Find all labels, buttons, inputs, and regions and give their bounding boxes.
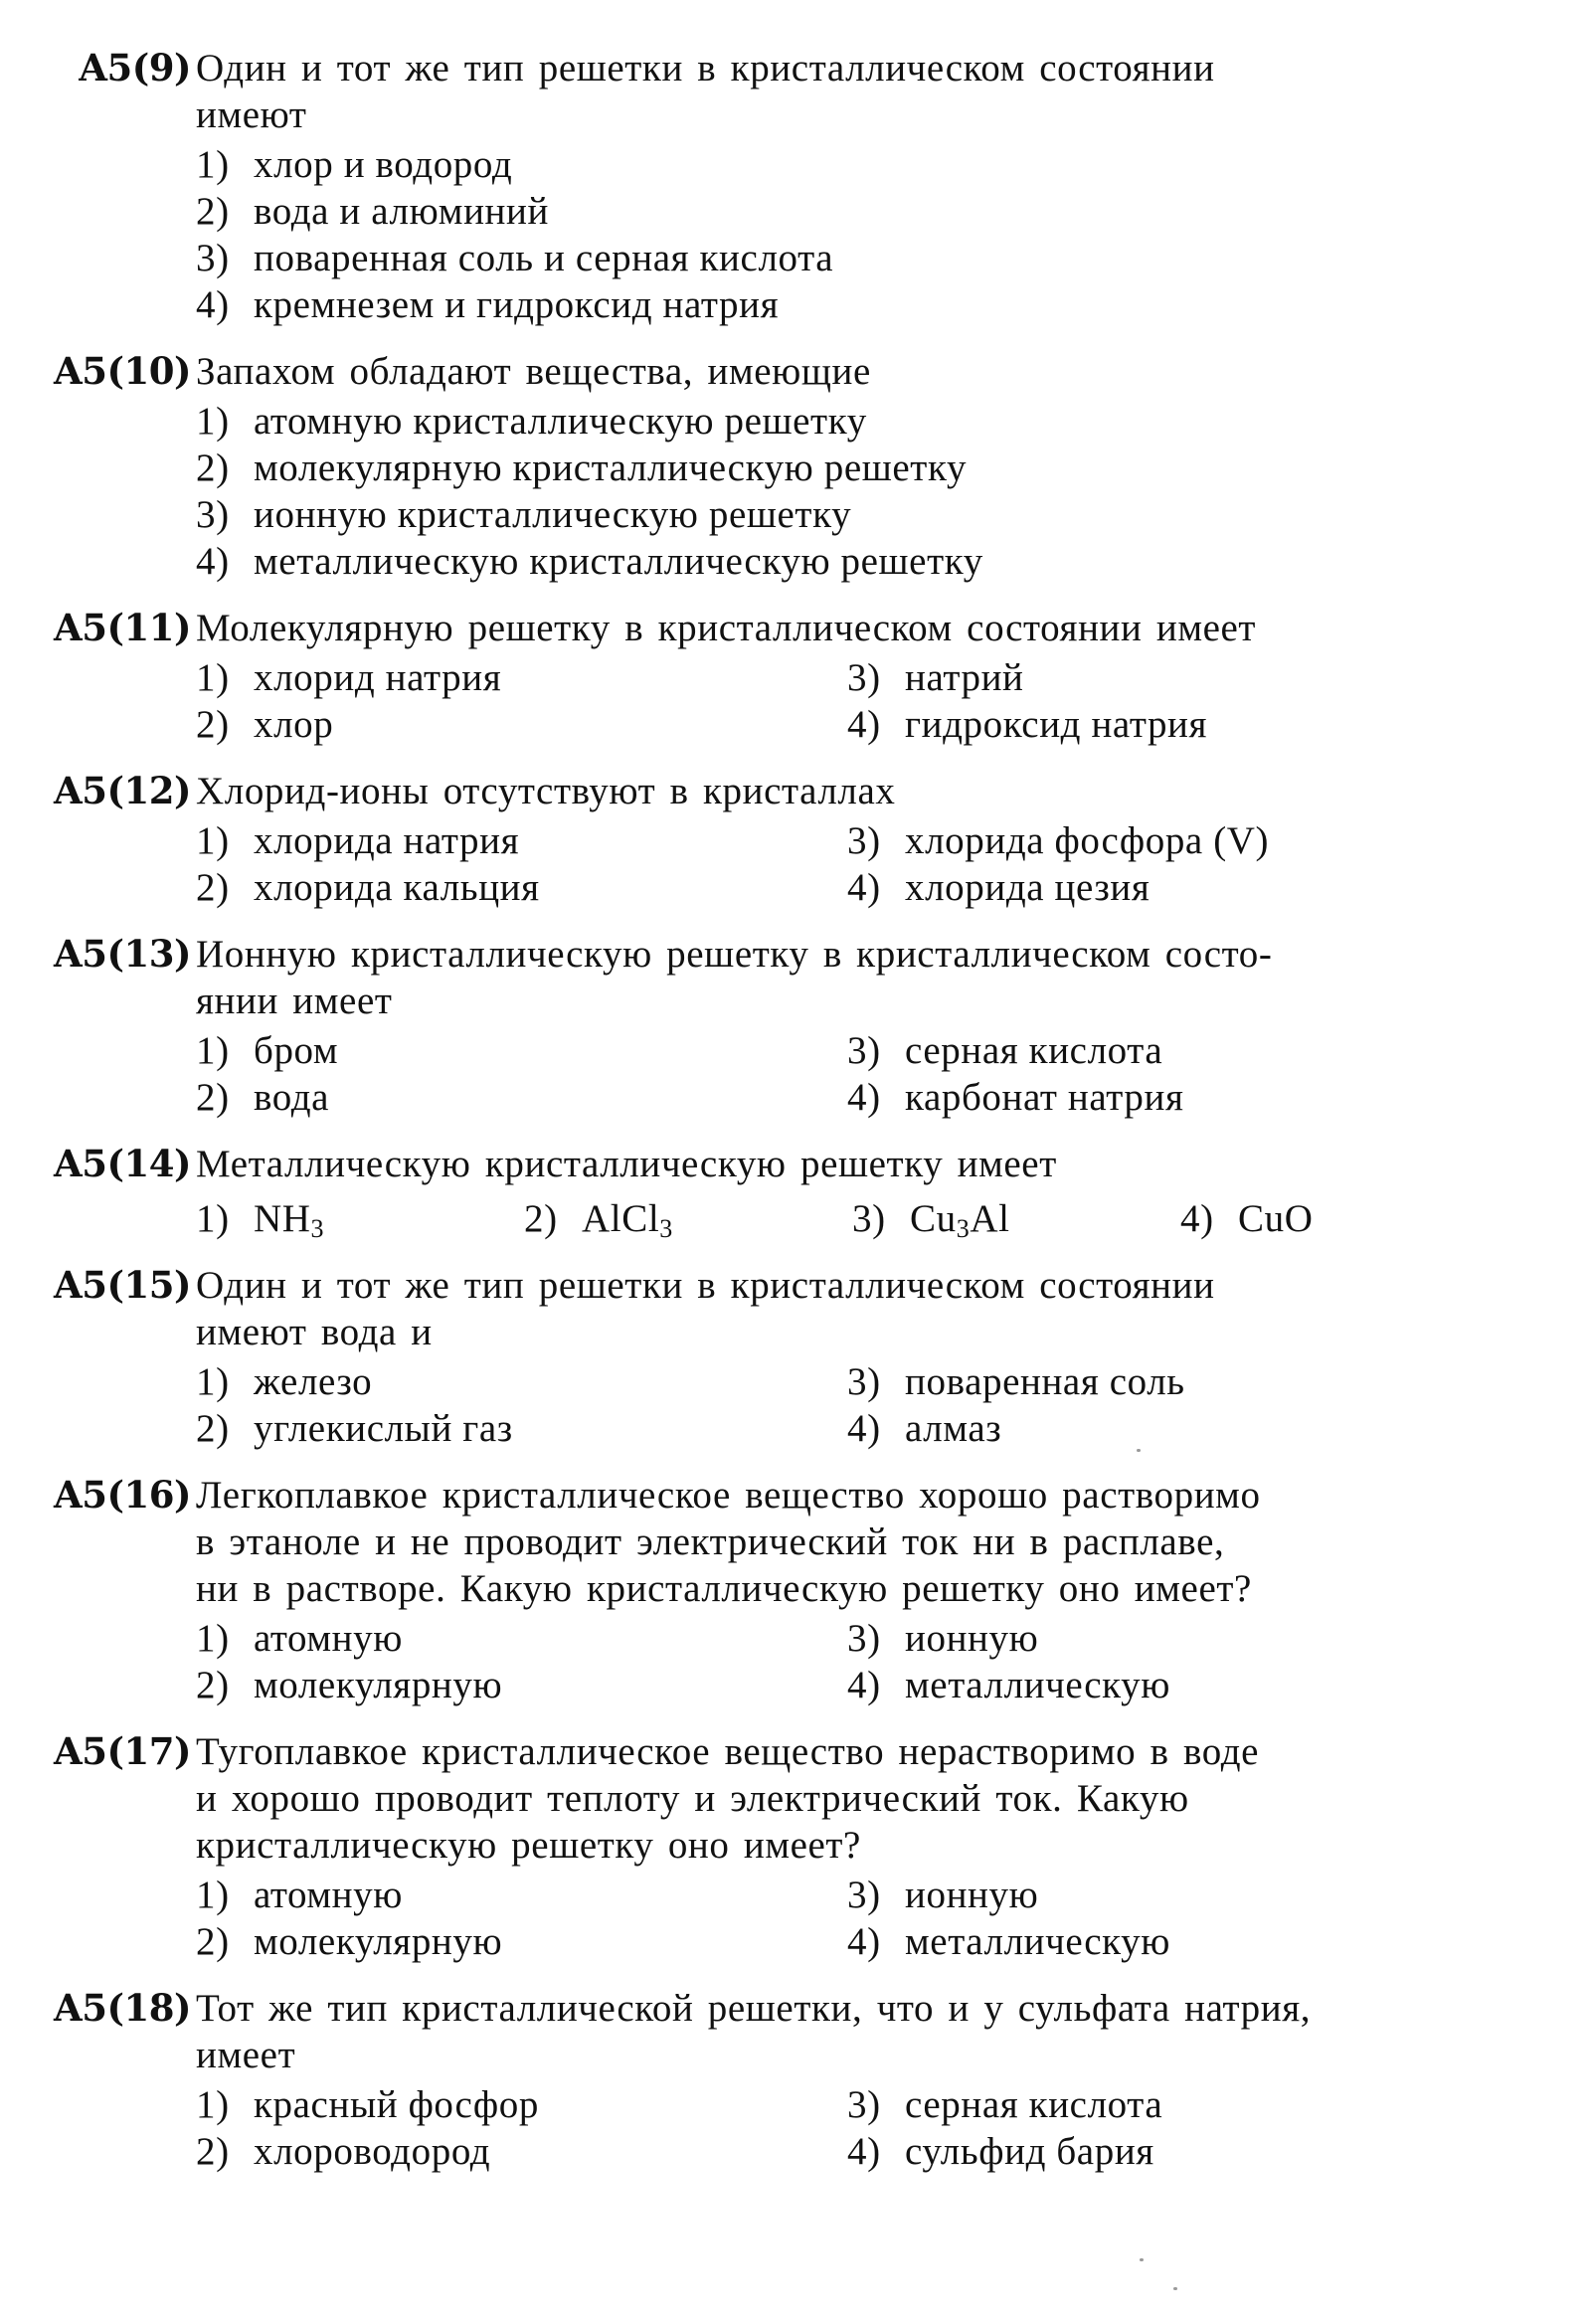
answer-option-1: 1) железо	[196, 1360, 373, 1403]
question-a5-11	[32, 605, 1523, 748]
answer-option-2: 2) молекулярную кристаллическую решетку	[196, 447, 968, 489]
answer-options	[196, 1358, 1523, 1452]
question-number: A5(10)	[54, 349, 191, 393]
answer-option-1: 1) хлорид натрия	[196, 656, 502, 699]
question-number: A5(15)	[54, 1263, 191, 1307]
question-number: A5(11)	[54, 606, 191, 649]
answer-option-4: 4) карбонат натрия	[847, 1076, 1184, 1119]
question-text: Молекулярную решетку в кристаллическом состоянии имеет	[196, 607, 1257, 649]
question-a5-14	[32, 1141, 1523, 1242]
question-a5-9	[32, 45, 1523, 328]
answer-option-1: 1) хлорида натрия	[196, 819, 520, 862]
scan-speck	[1173, 2287, 1177, 2290]
answer-options	[196, 1615, 1523, 1708]
answer-option-2: 2) хлороводород	[196, 2130, 491, 2173]
answer-option-4: 4) металлическую	[847, 1664, 1170, 1706]
question-text: Один и тот же тип решетки в кристаллическом состоянии имеют вода и	[196, 1264, 1215, 1353]
question-number: A5(18)	[54, 1986, 191, 2030]
question-text: Металлическую кристаллическую решетку имеет	[196, 1143, 1057, 1185]
question-text: Один и тот же тип решетки в кристаллическом состоянии имеют	[196, 47, 1215, 136]
answer-option-3: 3) ионную	[847, 1617, 1039, 1660]
answer-option-1: 1) хлор и водород	[196, 143, 513, 186]
answer-options	[196, 2081, 1523, 2175]
answer-option-2: 2) хлор	[196, 703, 334, 746]
question-text: Ионную кристаллическую решетку в кристаллическом состо- янии имеет	[196, 933, 1273, 1022]
answer-option-1: 1) атомную	[196, 1874, 403, 1916]
answer-option-4: 4) CuO	[1180, 1197, 1314, 1240]
question-text: Тот же тип кристаллической решетки, что и у сульфата натрия, имеет	[196, 1987, 1312, 2076]
question-number: A5(9)	[79, 46, 191, 89]
question-a5-12	[32, 768, 1523, 911]
answer-option-3: 3) ионную	[847, 1874, 1039, 1916]
answer-option-3: 3) серная кислота	[847, 1029, 1163, 1072]
answer-option-3: 3) серная кислота	[847, 2083, 1163, 2126]
answer-option-2: 2) вода и алюминий	[196, 190, 549, 233]
answer-option-4: 4) хлорида цезия	[847, 866, 1150, 909]
scan-speck	[1137, 1449, 1141, 1452]
answer-options	[196, 817, 1523, 911]
question-a5-17	[32, 1728, 1523, 1965]
answer-option-3: 3) поваренная соль	[847, 1360, 1185, 1403]
question-number: A5(12)	[54, 769, 191, 812]
answer-option-2: 2) углекислый газ	[196, 1407, 513, 1450]
question-a5-10	[32, 348, 1523, 585]
answer-options	[196, 1195, 1523, 1242]
answer-option-2: 2) хлорида кальция	[196, 866, 540, 909]
answer-options	[196, 141, 1523, 328]
answer-option-4: 4) кремнезем и гидроксид натрия	[196, 283, 780, 326]
answer-option-2: 2) молекулярную	[196, 1664, 503, 1706]
question-text: Запахом обладают вещества, имеющие	[196, 350, 871, 393]
answer-options	[196, 1027, 1523, 1121]
answer-option-3: 3) хлорида фосфора (V)	[847, 819, 1270, 862]
answer-option-4: 4) сульфид бария	[847, 2130, 1154, 2173]
question-number: A5(14)	[54, 1142, 191, 1185]
answer-option-1: 1) атомную кристаллическую решетку	[196, 400, 867, 443]
question-a5-16	[32, 1472, 1523, 1708]
answer-option-2: 2) молекулярную	[196, 1920, 503, 1963]
question-text: Тугоплавкое кристаллическое вещество нерастворимо в воде и хорошо проводит теплоту и электрический ток. Какую кристаллическую решетку оно имеет?	[196, 1730, 1260, 1867]
answer-option-4: 4) гидроксид натрия	[847, 703, 1208, 746]
answer-option-4: 4) алмаз	[847, 1407, 1002, 1450]
scan-speck	[1140, 2258, 1144, 2261]
answer-option-4: 4) металлическую кристаллическую решетку	[196, 540, 983, 583]
answer-option-1: 1) бром	[196, 1029, 339, 1072]
answer-option-2: 2) вода	[196, 1076, 330, 1119]
answer-options	[196, 1872, 1523, 1965]
answer-option-1: 1) $NH_3$	[196, 1197, 325, 1243]
question-text: Хлорид-ионы отсутствуют в кристаллах	[196, 770, 896, 812]
question-a5-15	[32, 1262, 1523, 1452]
question-number: A5(16)	[54, 1473, 191, 1517]
question-number: A5(17)	[54, 1729, 191, 1773]
answer-options	[196, 654, 1523, 748]
question-a5-18	[32, 1985, 1523, 2175]
answer-option-3: 3) поваренная соль и серная кислота	[196, 237, 834, 279]
question-a5-13	[32, 931, 1523, 1121]
answer-option-2: 2) AlCl$_3$	[524, 1197, 673, 1243]
answer-option-3: 3) $Cu_3Al$	[852, 1197, 1010, 1243]
question-number: A5(13)	[54, 932, 191, 976]
question-text: Легкоплавкое кристаллическое вещество хорошо растворимо в этаноле и не проводит электрический ток ни в расплаве, ни в растворе. Какую кристаллическую решетку оно имеет?	[196, 1474, 1261, 1610]
answer-option-1: 1) атомную	[196, 1617, 403, 1660]
answer-option-3: 3) ионную кристаллическую решетку	[196, 493, 852, 536]
answer-option-4: 4) металлическую	[847, 1920, 1170, 1963]
answer-options	[196, 398, 1523, 585]
answer-option-3: 3) натрий	[847, 656, 1024, 699]
answer-option-1: 1) красный фосфор	[196, 2083, 539, 2126]
